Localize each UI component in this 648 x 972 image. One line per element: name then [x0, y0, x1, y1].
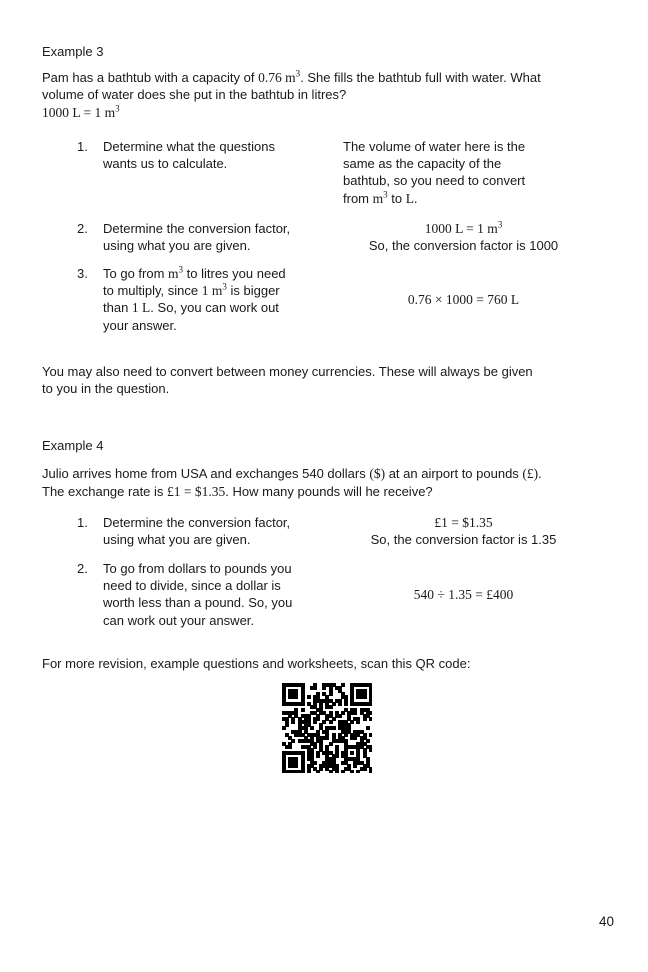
qr-code [282, 683, 372, 773]
page-number: 40 [598, 914, 614, 929]
step-row [42, 560, 612, 629]
step-note: So, the conversion factor is 1000 [368, 238, 559, 254]
step-number: 2. [77, 560, 88, 576]
step-equation: £1 = $1.35 [434, 515, 493, 531]
step-number: 2. [77, 221, 88, 237]
qr-code-container [42, 683, 612, 773]
step-number: 1. [77, 138, 88, 154]
example4-problem-text: Julio arrives home from USA and exchanges 540 dollars ($) at an airport to pounds (£). The exchange rate is £1 = $1.35. How many pounds will he receive? [42, 466, 542, 499]
step-instruction: Determine what the questions wants us to calculate. [103, 138, 275, 172]
step-instruction: Determine the conversion factor, using what you are given. [103, 515, 291, 548]
step-note: So, the conversion factor is 1.35 [370, 532, 557, 548]
step-number: 3. [77, 265, 88, 281]
step-working [343, 220, 612, 255]
example4-heading: Example 4 [42, 438, 104, 454]
step-row [42, 265, 612, 334]
step-equation: 0.76 × 1000 = 760 L [407, 291, 520, 307]
step-number: 1. [77, 515, 88, 531]
step-equation: 540 ÷ 1.35 = £400 [413, 586, 514, 602]
step-instruction: Determine the conversion factor, using what you are given. [103, 221, 291, 254]
example4-section [42, 437, 612, 628]
step-instruction: To go from $m^3$ to litres you need to multiply, since 1 $m^3$ is bigger than 1 L. So, you can work out your answer. [103, 264, 286, 333]
step-row [42, 138, 612, 207]
step-row [42, 514, 612, 549]
example3-steps [42, 138, 612, 334]
example3-section [42, 43, 612, 334]
step-equation: 1000 L = 1 $m^3$ [424, 219, 503, 237]
example3-heading: Example 3 [42, 44, 104, 59]
step-working [343, 514, 612, 549]
step-row [42, 220, 612, 255]
example3-given-equation: 1000 L = 1 $m^3$ [42, 103, 120, 120]
step-instruction: To go from dollars to pounds you need to divide, since a dollar is worth less than a pound. So, you can work out your answer. [103, 560, 293, 628]
qr-instruction-text: For more revision, example questions and worksheets, scan this QR code: [42, 655, 471, 671]
example4-steps [42, 514, 612, 629]
currency-note: You may also need to convert between money currencies. These will always be given to you in the question. [42, 363, 533, 397]
step-explanation: The volume of water here is the same as the capacity of the bathtub, so you need to convert from $m^3$ to L. [343, 138, 526, 206]
example3-problem-text: Pam has a bathtub with a capacity of 0.76 $m^3$. She fills the bathtub full with water. What volume of water does she put in the bathtub in litres? [42, 68, 541, 103]
